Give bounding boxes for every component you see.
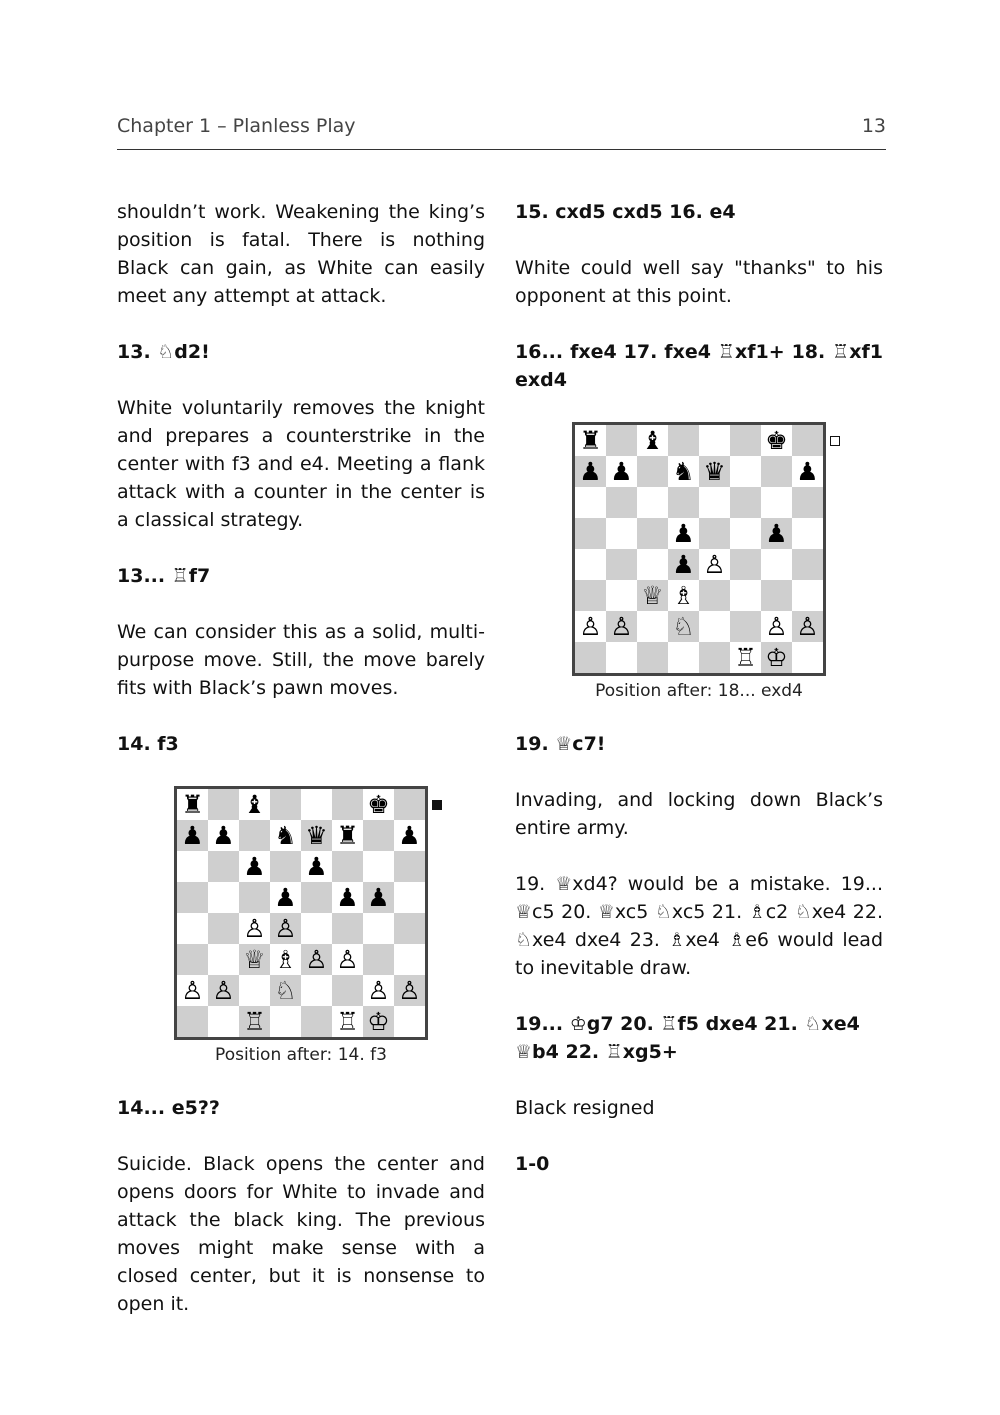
chess-piece: ♟ — [270, 882, 301, 913]
chess-piece: ♚ — [363, 789, 394, 820]
move-line: 13. ♘d2! — [117, 341, 210, 363]
board-square — [301, 789, 332, 820]
board-square — [270, 1006, 301, 1037]
board-square — [208, 789, 239, 820]
board-square — [270, 789, 301, 820]
board-square — [332, 789, 363, 820]
chess-board — [174, 786, 428, 1040]
board-square — [177, 1006, 208, 1037]
board-square — [699, 642, 730, 673]
chess-piece: ♟ — [575, 456, 606, 487]
board-square — [208, 882, 239, 913]
chess-piece: ♕ — [239, 944, 270, 975]
board-square — [668, 642, 699, 673]
board-square — [270, 851, 301, 882]
board-square — [394, 882, 425, 913]
board-square — [239, 975, 270, 1006]
board-square — [730, 425, 761, 456]
board-square — [699, 425, 730, 456]
board-square — [637, 518, 668, 549]
board-square — [699, 611, 730, 642]
chess-piece: ♙ — [332, 944, 363, 975]
chess-piece: ♙ — [761, 611, 792, 642]
board-square — [208, 1006, 239, 1037]
board-square — [637, 642, 668, 673]
chess-piece: ♛ — [699, 456, 730, 487]
board-square — [606, 580, 637, 611]
chess-piece: ♞ — [270, 820, 301, 851]
chess-piece: ♟ — [606, 456, 637, 487]
board-square — [730, 518, 761, 549]
board-square — [606, 425, 637, 456]
board-square — [301, 975, 332, 1006]
chess-piece: ♘ — [270, 975, 301, 1006]
move-line: 16... fxe4 17. fxe4 ♖xf1+ 18. ♖xf1 exd4 — [515, 341, 883, 391]
board-square — [792, 642, 823, 673]
board-square — [239, 882, 270, 913]
chess-piece: ♖ — [239, 1006, 270, 1037]
board-square — [575, 518, 606, 549]
board-square — [332, 913, 363, 944]
board-square — [394, 944, 425, 975]
board-square — [637, 487, 668, 518]
board-square — [208, 913, 239, 944]
board-square — [177, 882, 208, 913]
chess-piece: ♜ — [575, 425, 606, 456]
board-square — [792, 580, 823, 611]
board-square — [332, 851, 363, 882]
board-square — [394, 851, 425, 882]
paragraph: Black resigned — [515, 1097, 655, 1119]
diagram-caption: Position after: 18... exd4 — [595, 681, 803, 701]
chess-piece: ♗ — [270, 944, 301, 975]
chess-piece: ♟ — [363, 882, 394, 913]
board-square — [394, 789, 425, 820]
board-square — [792, 425, 823, 456]
paragraph: White could well say "thanks" to his opponent at this point. — [515, 257, 883, 307]
side-to-move-indicator — [432, 800, 442, 810]
board-square — [699, 580, 730, 611]
chess-piece: ♛ — [301, 820, 332, 851]
board-square — [606, 642, 637, 673]
board-square — [394, 1006, 425, 1037]
chess-piece: ♟ — [239, 851, 270, 882]
chess-piece: ♟ — [668, 518, 699, 549]
chess-piece: ♟ — [332, 882, 363, 913]
side-to-move-indicator — [830, 436, 840, 446]
board-square — [637, 549, 668, 580]
board-square — [637, 611, 668, 642]
board-square — [606, 487, 637, 518]
move-line: 19. ♕c7! — [515, 733, 606, 755]
paragraph: 19. ♕xd4? would be a mistake. 19... ♕c5 20. ♕xc5 ♘xc5 21. ♗c2 ♘xe4 22. ♘xe4 dxe4 23. ♗xe4 ♗e6 would lead to inevitable draw. — [515, 873, 883, 979]
chess-piece: ♟ — [761, 518, 792, 549]
chess-piece: ♖ — [730, 642, 761, 673]
move-line: 15. cxd5 cxd5 16. e4 — [515, 201, 736, 223]
board-square — [575, 487, 606, 518]
chess-piece: ♘ — [668, 611, 699, 642]
board-square — [730, 487, 761, 518]
paragraph: shouldn’t work. Weakening the king’s position is fatal. There is nothing Black can gain, as White can easily meet any attempt at attack. — [117, 201, 485, 307]
chess-piece: ♙ — [575, 611, 606, 642]
paragraph: Invading, and locking down Black’s entire army. — [515, 789, 883, 839]
board-square — [363, 820, 394, 851]
chess-piece: ♙ — [699, 549, 730, 580]
board-square — [301, 913, 332, 944]
board-square — [208, 851, 239, 882]
paragraph: White voluntarily removes the knight and prepares a counterstrike in the center with f3 and e4. Meeting a flank attack with a counter in the center is a classical strategy. — [117, 397, 485, 531]
chess-piece: ♟ — [668, 549, 699, 580]
chess-piece: ♙ — [363, 975, 394, 1006]
chess-piece: ♜ — [332, 820, 363, 851]
left-column — [117, 198, 485, 1318]
chess-piece: ♝ — [239, 789, 270, 820]
move-line: 13... ♖f7 — [117, 565, 211, 587]
chess-diagram — [515, 422, 883, 702]
chess-piece: ♟ — [394, 820, 425, 851]
right-column — [515, 198, 883, 1178]
board-square — [177, 944, 208, 975]
move-line: 14... e5?? — [117, 1097, 220, 1119]
board-square — [637, 456, 668, 487]
chess-piece: ♖ — [332, 1006, 363, 1037]
board-square — [177, 913, 208, 944]
chess-piece: ♝ — [637, 425, 668, 456]
chess-piece: ♙ — [208, 975, 239, 1006]
board-square — [792, 518, 823, 549]
chess-piece: ♙ — [394, 975, 425, 1006]
board-square — [208, 944, 239, 975]
board-square — [394, 913, 425, 944]
chess-piece: ♟ — [301, 851, 332, 882]
board-square — [699, 518, 730, 549]
chess-piece: ♙ — [270, 913, 301, 944]
board-square — [363, 913, 394, 944]
board-square — [761, 580, 792, 611]
board-square — [332, 975, 363, 1006]
chapter-title: Chapter 1 – Planless Play — [117, 115, 356, 137]
board-square — [699, 487, 730, 518]
board-square — [301, 882, 332, 913]
board-square — [606, 518, 637, 549]
board-square — [239, 820, 270, 851]
board-square — [363, 851, 394, 882]
board-square — [668, 425, 699, 456]
board-square — [792, 487, 823, 518]
board-square — [730, 549, 761, 580]
chess-diagram — [117, 786, 485, 1066]
board-square — [575, 642, 606, 673]
chess-piece: ♔ — [363, 1006, 394, 1037]
board-square — [606, 549, 637, 580]
page-header — [117, 115, 886, 150]
board-square — [668, 487, 699, 518]
chess-piece: ♕ — [637, 580, 668, 611]
chess-board — [572, 422, 826, 676]
chess-piece: ♟ — [792, 456, 823, 487]
chess-piece: ♙ — [177, 975, 208, 1006]
paragraph: We can consider this as a solid, multipurpose move. Still, the move barely fits with Black’s pawn moves. — [117, 621, 485, 699]
board-square — [792, 549, 823, 580]
move-line: 1-0 — [515, 1153, 550, 1175]
board-square — [177, 851, 208, 882]
chess-piece: ♟ — [177, 820, 208, 851]
board-square — [575, 549, 606, 580]
diagram-caption: Position after: 14. f3 — [215, 1045, 387, 1065]
chess-piece: ♞ — [668, 456, 699, 487]
board-square — [730, 611, 761, 642]
chess-piece: ♚ — [761, 425, 792, 456]
paragraph: Suicide. Black opens the center and opens doors for White to invade and attack the black king. The previous moves might make sense with a closed center, but it is nonsense to open it. — [117, 1153, 485, 1315]
chess-piece: ♙ — [301, 944, 332, 975]
board-square — [301, 1006, 332, 1037]
chess-piece: ♙ — [792, 611, 823, 642]
board-square — [363, 944, 394, 975]
page-number: 13 — [861, 115, 886, 137]
chess-piece: ♙ — [239, 913, 270, 944]
chess-piece: ♗ — [668, 580, 699, 611]
board-square — [575, 580, 606, 611]
board-square — [761, 456, 792, 487]
move-line: 19... ♔g7 20. ♖f5 dxe4 21. ♘xe4 ♕b4 22. ♖xg5+ — [515, 1013, 860, 1063]
chess-piece: ♙ — [606, 611, 637, 642]
move-line: 14. f3 — [117, 733, 179, 755]
chess-piece: ♟ — [208, 820, 239, 851]
chess-piece: ♔ — [761, 642, 792, 673]
board-square — [730, 456, 761, 487]
board-square — [730, 580, 761, 611]
board-square — [761, 487, 792, 518]
board-square — [761, 549, 792, 580]
chess-piece: ♜ — [177, 789, 208, 820]
